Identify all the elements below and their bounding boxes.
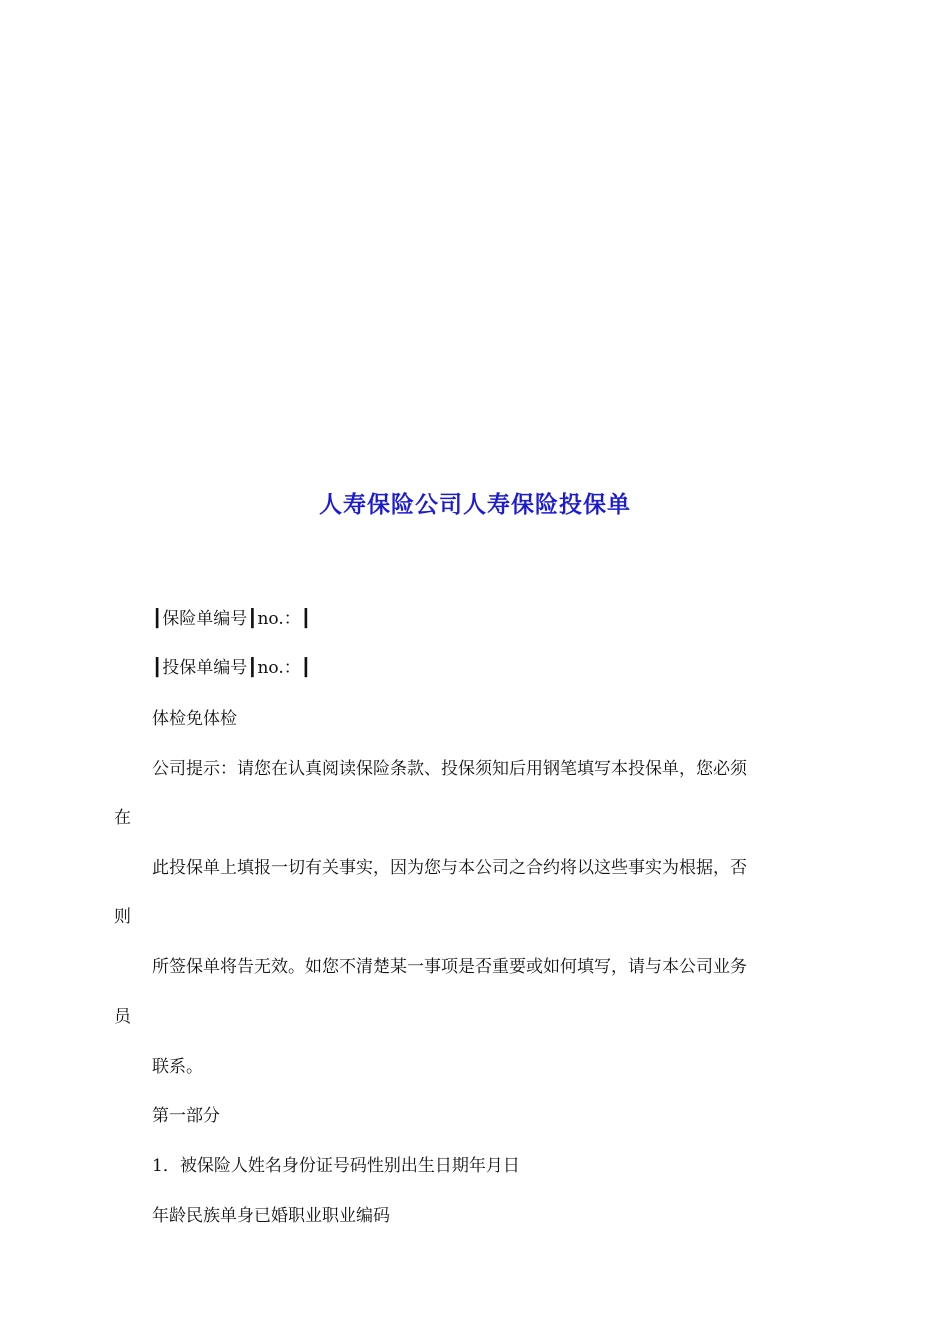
application-number-line: ┃投保单编号┃no.：┃ — [152, 658, 311, 678]
notice-line: 员 — [114, 1007, 131, 1027]
policy-number-line: ┃保险单编号┃no.：┃ — [152, 609, 311, 629]
notice-line: 则 — [114, 907, 131, 927]
notice-line: 联系。 — [152, 1057, 203, 1077]
notice-line: 公司提示：请您在认真阅读保险条款、投保须知后用钢笔填写本投保单，您必须 — [152, 759, 747, 779]
insured-info-line: 年龄民族单身已婚职业职业编码 — [152, 1206, 390, 1226]
insured-info-line: 1．被保险人姓名身份证号码性别出生日期年月日 — [152, 1156, 520, 1176]
notice-line: 此投保单上填报一切有关事实，因为您与本公司之合约将以这些事实为根据，否 — [152, 858, 747, 878]
notice-line: 在 — [114, 808, 131, 828]
section-title: 第一部分 — [152, 1106, 220, 1126]
document-title: 人寿保险公司人寿保险投保单 — [319, 492, 631, 518]
notice-line: 所签保单将告无效。如您不清楚某一事项是否重要或如何填写，请与本公司业务 — [152, 957, 747, 977]
medical-exam-line: 体检免体检 — [152, 709, 237, 729]
